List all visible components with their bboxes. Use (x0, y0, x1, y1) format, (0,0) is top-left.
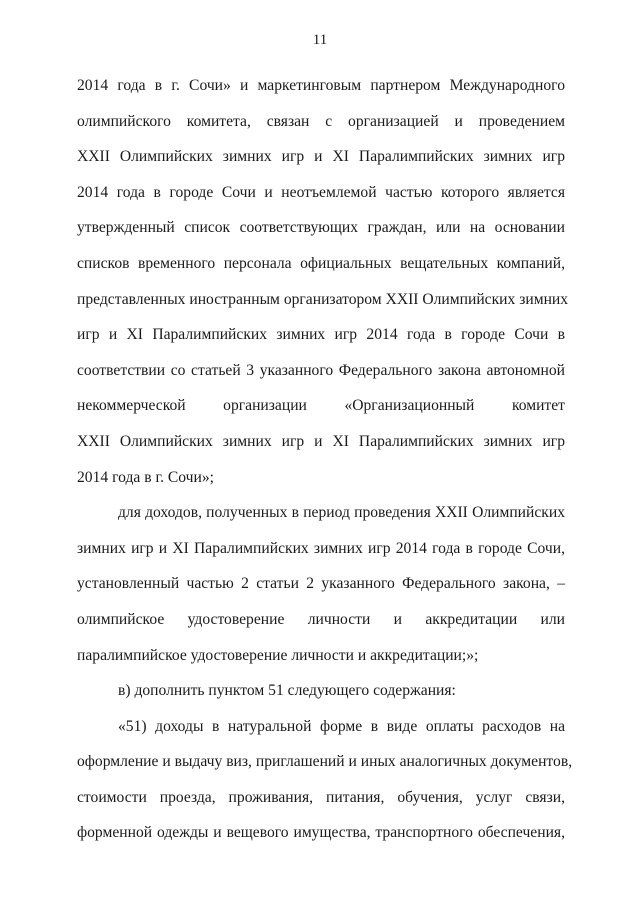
text-line: форменной одежды и вещевого имущества, транспортного обеспечения, (77, 824, 565, 842)
text-line: 2014 года в городе Сочи и неотъемлемой частью которого является (77, 183, 565, 201)
page-number: 11 (312, 32, 328, 48)
text-line: соответствии со статьей 3 указанного Федерального закона автономной (77, 361, 565, 379)
text-line: паралимпийское удостоверение личности и аккредитации;»; (77, 646, 479, 664)
text-line: в) дополнить пунктом 51 следующего содержания: (118, 682, 456, 700)
text-line: стоимости проезда, проживания, питания, обучения, услуг связи, (77, 788, 565, 806)
text-line: 2014 года в г. Сочи» и маркетинговым партнером Международного (77, 77, 565, 94)
text-line: некоммерческой организации «Организационный комитет (77, 397, 565, 415)
text-line: XXII Олимпийских зимних игр и XI Паралимпийских зимних игр (77, 432, 565, 450)
text-line: для доходов, полученных в период проведения XXII Олимпийских (118, 504, 565, 522)
text-line: представленных иностранным организатором XXII Олимпийских зимних (77, 290, 569, 308)
text-line: 2014 года в г. Сочи»; (77, 468, 214, 486)
text-line: списков временного персонала официальных вещательных компаний, (77, 254, 565, 272)
text-line: игр и XI Паралимпийских зимних игр 2014 года в городе Сочи в (77, 326, 565, 344)
body-text (77, 68, 573, 851)
text-line: зимних игр и XI Паралимпийских зимних игр 2014 года в городе Сочи, (77, 539, 565, 557)
text-line: утвержденный список соответствующих граждан, или на основании (77, 219, 565, 237)
text-line: олимпийского комитета, связан с организацией и проведением (77, 112, 565, 130)
text-line: олимпийское удостоверение личности и аккредитации или (77, 610, 565, 628)
text-line: XXII Олимпийских зимних игр и XI Паралимпийских зимних игр (77, 148, 565, 166)
text-line: оформление и выдачу виз, приглашений и иных аналогичных документов, (77, 753, 573, 771)
text-line: «51) доходы в натуральной форме в виде оплаты расходов на (118, 717, 565, 735)
text-line: установленный частью 2 статьи 2 указанного Федерального закона, – (77, 575, 565, 593)
